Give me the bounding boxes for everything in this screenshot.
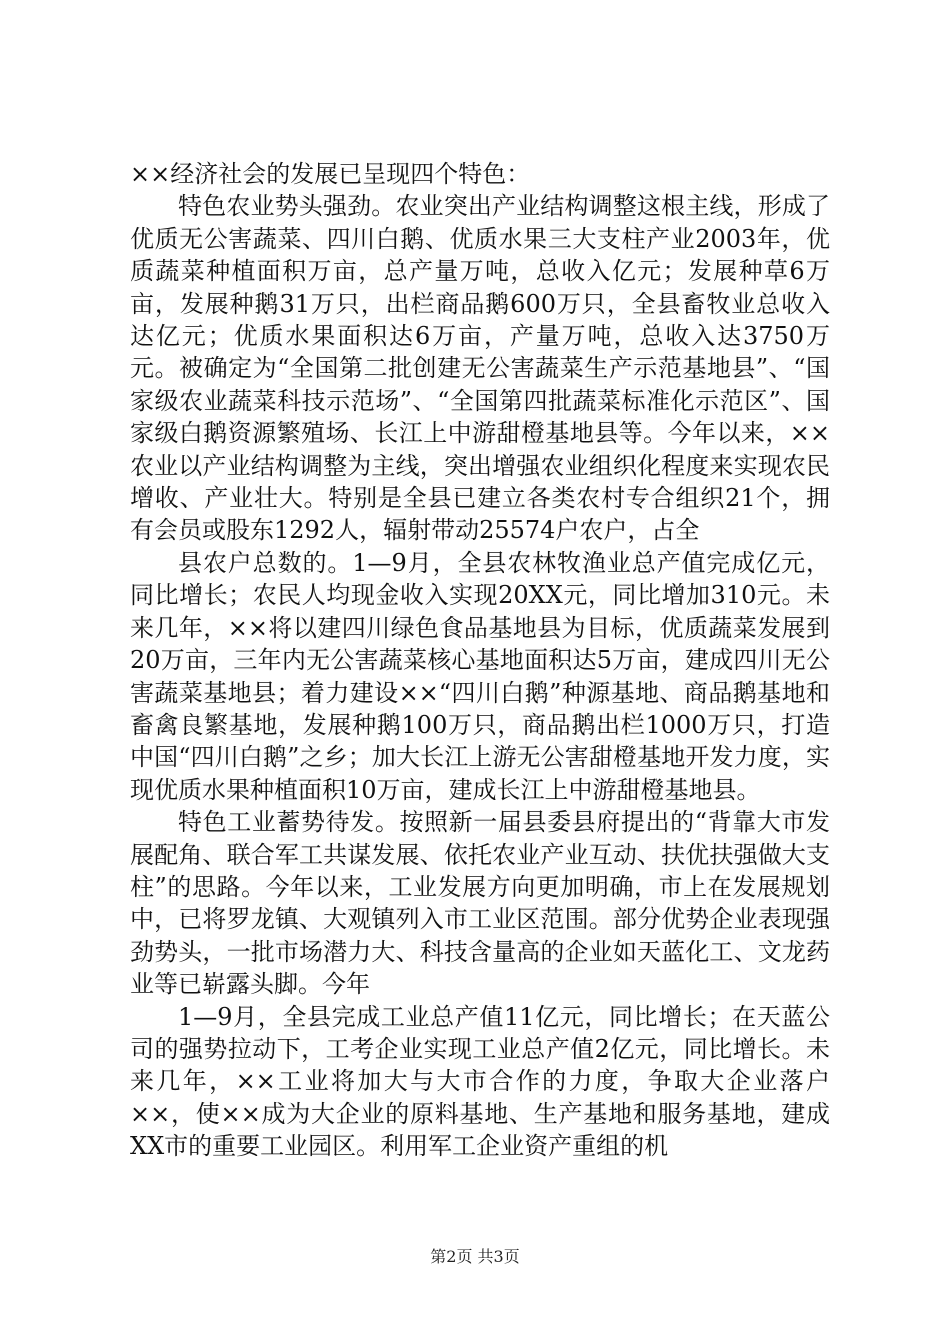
paragraph-industry: 特色工业蓄势待发。按照新一届县委县府提出的“背靠大市发展配角、联合军工共谋发展、依托农业产业互动、扶优扶强做大支柱”的思路。今年以来，工业发展方向更加明确，市上在发展规划中，已将罗龙镇、大观镇列入市工业区范围。部分优势企业表现强劲势头，一批市场潜力大、科技含量高的企业如天蓝化工、文龙药业等已崭露头脚。今年 xyxy=(130,808,830,999)
paragraph-agriculture-continued: 县农户总数的。1—9月，全县农林牧渔业总产值完成亿元，同比增长；农民人均现金收入实现20XX元，同比增加310元。未来几年，××将以建四川绿色食品基地县为目标，优质蔬菜发展到20万亩，三年内无公害蔬菜核心基地面积达5万亩，建成四川无公害蔬菜基地县；着力建设××“四川白鹅”种源基地、商品鹅基地和畜禽良繁基地，发展种鹅100万只，商品鹅出栏1000万只，打造中国“四川白鹅”之乡；加大长江上游无公害甜橙基地开发力度，实现优质水果种植面积10万亩，建成长江上中游甜橙基地县。 xyxy=(130,548,830,804)
paragraph-industry-continued: 1—9月，全县完成工业总产值11亿元，同比增长；在天蓝公司的强势拉动下，工考企业实现工业总产值2亿元，同比增长。未来几年，××工业将加大与大市合作的力度，争取大企业落户××，使××成为大企业的原料基地、生产基地和服务基地，建成XX市的重要工业园区。利用军工企业资产重组的机 xyxy=(130,1002,830,1161)
paragraph-intro: ××经济社会的发展已呈现四个特色： xyxy=(130,160,531,188)
page-footer: 第2页 共3页 xyxy=(430,1247,520,1266)
document-body xyxy=(130,158,830,1163)
paragraph-agriculture: 特色农业势头强劲。农业突出产业结构调整这根主线，形成了优质无公害蔬菜、四川白鹅、优质水果三大支柱产业2003年，优质蔬菜种植面积万亩，总产量万吨，总收入亿元；发展种草6万亩，发展种鹅31万只，出栏商品鹅600万只，全县畜牧业总收入达亿元；优质水果面积达6万亩，产量万吨，总收入达3750万元。被确定为“全国第二批创建无公害蔬菜生产示范基地县”、“国家级农业蔬菜科技示范场”、“全国第四批蔬菜标准化示范区”、国家级白鹅资源繁殖场、长江上中游甜橙基地县等。今年以来，××农业以产业结构调整为主线，突出增强农业组织化程度来实现农民增收、产业壮大。特别是全县已建立各类农村专合组织21个，拥有会员或股东1292人，辐射带动25574户农户，占全 xyxy=(130,192,830,545)
